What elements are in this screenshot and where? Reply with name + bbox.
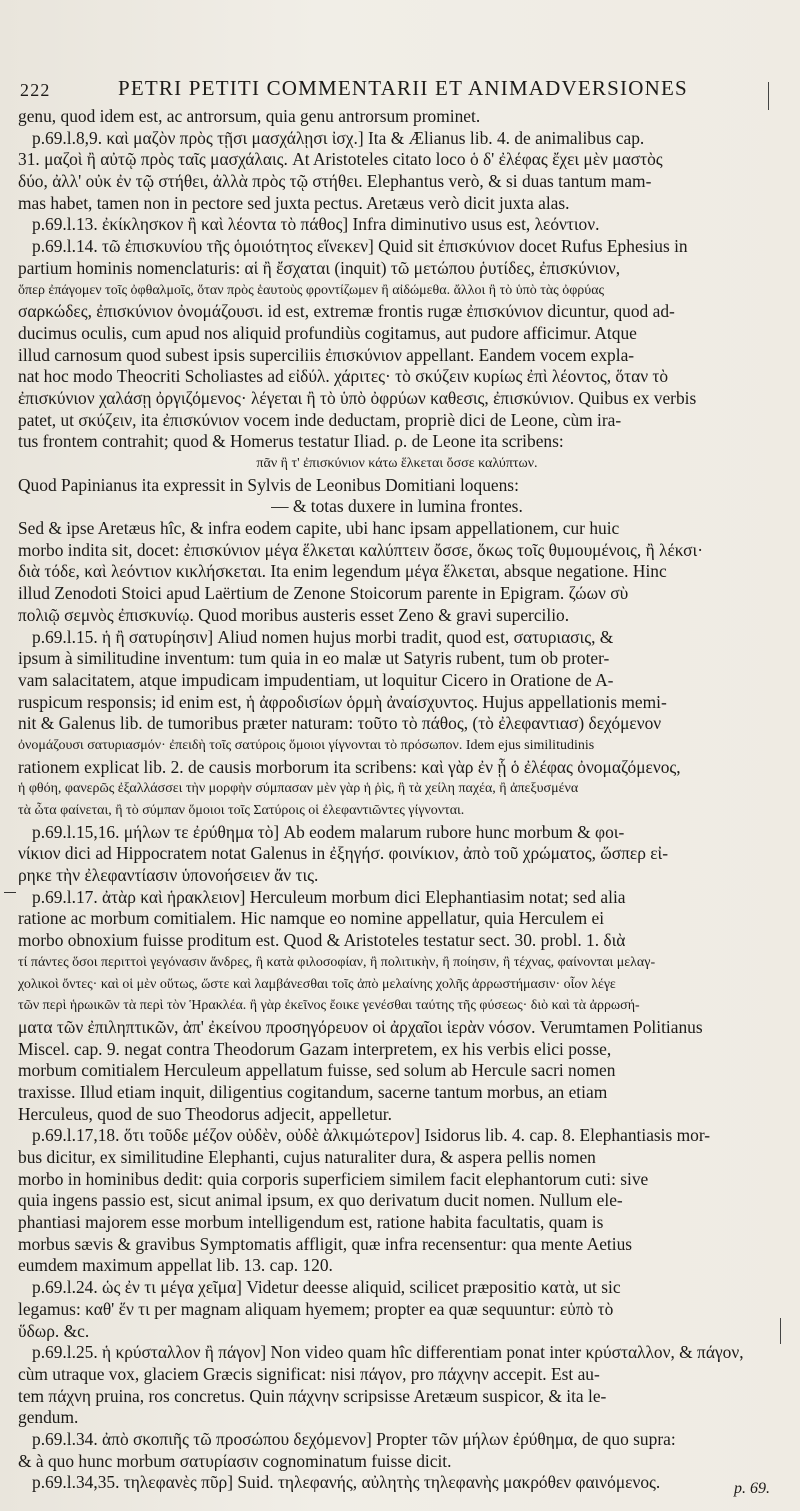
text-line: p.69.l.15,16. μήλων τε ἐρύθημα τὸ] Ab eodem malarum rubore hunc morbum & φοι- — [32, 821, 625, 842]
text-line: τὰ ὦτα φαίνεται, ἢ τὸ σύμπαν ὅμοιοι τοῖς Σατύροις οἱ ἐλεφαντιῶντες γίγνονται. — [18, 803, 465, 818]
text-line: πᾶν ἢ τ' ἐπισκύνιον κάτω ἕλκεται ὄσσε καλύπτων. — [256, 456, 538, 471]
text-line: Quod Papinianus ita expressit in Sylvis de Leonibus Domitiani loquens: — [18, 474, 519, 495]
commentary-body — [18, 106, 776, 1494]
text-line: p.69.l.8,9. καὶ μαζὸν πρὸς τῇσι μασχάλῃσι ἰσχ.] Ita & Ælianus lib. 4. de animalibus cap. — [32, 127, 645, 148]
text-line: 31. μαζοὶ ἢ αὐτῷ πρὸς ταῖς μασχάλαις. At Aristoteles citato loco ὁ δ' ἐλέφας ἔχει μὲν μαστὸς — [18, 149, 663, 170]
text-line: patet, ut σκύζειν, ita ἐπισκύνιον vocem inde deductam, propriè dici de Leone, cùm ira- — [18, 409, 622, 430]
text-line: ducimus oculis, cum apud nos aliquid profundiùs cogitamus, aut pudore afficimur. Atque — [18, 322, 637, 343]
text-line: διὰ τόδε, καὶ λεόντιον κικλήσκεται. Ita enim legendum μέγα ἕλκεται, absque negatione. Hinc — [18, 561, 667, 582]
text-line: phantiasi majorem esse morbum intelligendum est, ratione habita facultatis, quam is — [18, 1212, 604, 1233]
text-line: p.69.l.17,18. ὅτι τοῦδε μέζον οὐδὲν, οὐδὲ ἀλκιμώτερον] Isidorus lib. 4. cap. 8. Elephantiasis mor- — [32, 1125, 711, 1146]
text-line: χολικοὶ ὄντες· καὶ οἱ μὲν οὕτως, ὥστε καὶ λαμβάνεσθαι τοῖς ἀπὸ μελαίνης χολῆς ἀρρωστήμασιν· οἷον λέγε — [18, 976, 616, 992]
text-line: p.69.l.15. ἡ ἢ σατυρίησιν] Aliud nomen hujus morbi tradit, quod est, σατυριασις, & — [32, 626, 614, 647]
text-line: p.69.l.24. ὡς ἐν τι μέγα χεῖμα] Videtur deesse aliquid, scilicet præpositio κατὰ, ut sic — [32, 1277, 621, 1298]
margin-tick — [768, 82, 769, 110]
text-line: ruspicum responsis; id enim est, ἡ ἀφροδισίων ὁρμὴ ἀναίσχυντος. Hujus appellationis memi- — [18, 691, 667, 712]
text-line: morbo obnoxium fuisse proditum est. Quod & Aristoteles testatur sect. 30. probl. 1. διὰ — [18, 930, 626, 951]
text-line: ὀνομάζουσι σατυριασμόν· ἐπειδὴ τοῖς σατύροις ὅμοιοι γίγνονται τὸ πρόσωπον. Idem ejus similitudinis — [18, 737, 595, 753]
text-line: bus dicitur, ex similitudine Elephanti, cujus naturaliter dura, & aspera pellis nomen — [18, 1147, 596, 1167]
text-line: & à quo hunc morbum σατυρίασιν cognominatum fuisse dicit. — [18, 1450, 452, 1471]
text-line: p.69.l.13. ἐκίκλησκον ἢ καὶ λέοντα τὸ πάθος] Infra diminutivo usus est, λεόντιον. — [32, 214, 600, 235]
text-line: mas habet, tamen non in pectore sed juxta pectus. Aretæus verò dicit juxta alas. — [18, 192, 570, 213]
text-line: δύο, ἀλλ' οὐκ ἐν τῷ στήθει, ἀλλὰ πρὸς τῷ στήθει. Elephantus verò, & si duas tantum mam- — [18, 171, 652, 192]
text-line: p.69.l.25. ἡ κρύσταλλον ἢ πάγον] Non video quam hîc differentiam ponat inter κρύσταλλον, & πάγον, — [32, 1342, 744, 1363]
text-line: nat hoc modo Theocriti Scholiastes ad εἰδύλ. χάριτες· τὸ σκύζειν κυρίως ἐπὶ λέοντος, ὅταν τὸ — [18, 366, 669, 387]
text-line: ἐπισκύνιον χαλάσῃ ὀργιζόμενος· λέγεται ἢ τὸ ὑπὸ ὀφρύων καθεσις, ἐπισκύνιον. Quibus ex verbis — [18, 387, 697, 408]
text-line: gendum. — [18, 1407, 79, 1428]
text-line: τί πάντες ὅσοι περιττοὶ γεγόνασιν ἄνδρες, ἢ κατὰ φιλοσοφίαν, ἢ πολιτικὴν, ἢ ποίησιν, ἢ τέχνας, φαίνονται μελαγ- — [18, 954, 656, 970]
text-line: ρηκε τὴν ἐλεφαντίασιν ὑπονοήσειεν ἄν τις. — [18, 865, 319, 886]
text-line: — & totas duxere in lumina frontes. — [271, 496, 523, 517]
text-line: morbum comitialem Herculeum appellatum fuisse, sed solum ab Hercule sacri nomen — [18, 1060, 616, 1081]
text-line: partium hominis nomenclaturis: αἱ ἢ ἔσχαται (inquit) τῶ μετώπου ῥυτίδες, ἐπισκύνιον, — [18, 257, 621, 278]
page-number: 222 — [20, 80, 51, 100]
text-line: p.69.l.14. τῶ ἐπισκυνίου τῆς ὁμοιότητος εἵνεκεν] Quid sit ἐπισκύνιον docet Rufus Ephesius in — [32, 236, 688, 257]
running-header — [20, 76, 776, 106]
text-line: ματα τῶν ἐπιληπτικῶν, ἀπ' ἐκείνου προσηγόρευον οἱ ἀρχαῖοι ἱερὰν νόσον. Verumtamen Politianus — [18, 1016, 703, 1037]
text-line: ὕδωρ. &c. — [18, 1320, 90, 1341]
text-line: eumdem maximum appellat lib. 13. cap. 120. — [18, 1255, 333, 1276]
text-line: traxisse. Illud etiam inquit, diligentius cogitandum, sacerne tantum morbus, an etiam — [18, 1081, 608, 1102]
text-line: Miscel. cap. 9. negat contra Theodorum Gazam interpretem, ex his verbis elici posse, — [18, 1038, 612, 1059]
text-line: vam salacitatem, atque impudicam impudentiam, ut loquitur Cicero in Oratione de A- — [18, 669, 614, 690]
text-line: tus frontem contrahit; quod & Homerus testatur Iliad. ρ. de Leone ita scribens: — [18, 431, 564, 452]
text-line: illud carnosum quod subest ipsis superciliis ἐπισκύνιον appellant. Eandem vocem expla- — [18, 344, 635, 365]
text-line: morbus sævis & gravibus Symptomatis affligit, quæ infra recensentur: qua mente Aetius — [18, 1233, 633, 1254]
text-line: Sed & ipse Aretæus hîc, & infra eodem capite, ubi hanc ipsam appellationem, cur huic — [18, 518, 620, 539]
text-line: πολιῷ σεμνὸς ἐπισκυνίῳ. Quod moribus austeris esset Zeno & gravi supercilio. — [18, 604, 570, 625]
text-line: ἡ φθόη, φανερῶς ἐξαλλάσσει τὴν μορφὴν σύμπασαν μὲν γὰρ ἡ ῥὶς, ἢ τὰ χείλη παχέα, ἢ ἀπεξυσμένα — [18, 781, 579, 797]
text-line: genu, quod idem est, ac antrorsum, quia genu antrorsum prominet. — [18, 106, 481, 126]
running-title: PETRI PETITI COMMENTARII ET ANIMADVERSIONES — [118, 76, 688, 100]
text-line: nit & Galenus lib. de tumoribus præter naturam: τοῦτο τὸ πάθος, (τὸ ἐλεφαντιασ) δεχόμενον — [18, 713, 662, 734]
text-line: p.69.l.34. ἀπὸ σκοπιῆς τῶ προσώπου δεχόμενον] Propter τῶν μήλων ἐρύθημα, de quo supra: — [32, 1428, 676, 1449]
catchword: p. 69. — [734, 1480, 770, 1497]
text-line: illud Zenodoti Stoici apud Laërtium de Zenone Stoicorum parente in Epigram. ζώων σὺ — [18, 583, 629, 604]
text-line: morbo in hominibus dedit: quia corporis superficiem similem facit elephantorum cuti: sive — [18, 1168, 649, 1189]
text-line: σαρκώδες, ἐπισκύνιον ὀνομάζουσι. id est, extremæ frontis rugæ ἐπισκύνιον dicuntur, quod ad- — [18, 301, 675, 322]
text-line: cùm utraque vox, glaciem Græcis significat: nisi πάγον, pro πάχνην accepit. Est au- — [18, 1363, 600, 1384]
margin-mark — [4, 892, 16, 893]
text-line: ratione ac morbum comitialem. Hic namque eo nomine appellatur, quia Herculem ei — [18, 908, 605, 929]
text-line: rationem explicat lib. 2. de causis morborum ita scribens: καὶ γὰρ ἐν ᾗ ὁ ἐλέφας ὀνομαζόμενος, — [18, 756, 681, 777]
text-line: morbo indita sit, docet: ἐπισκύνιον μέγα ἕλκεται καλύπτειν ὄσσε, ὅκως τοῖς θυμουμένοις, ἢ λέκσι· — [18, 539, 704, 560]
text-line: legamus: καθ' ἕν τι per magnam aliquam hyemem; propter ea quæ sequuntur: εὑπὸ τὸ — [18, 1298, 614, 1319]
text-line: p.69.l.17. ἀτὰρ καὶ ἡρακλειον] Herculeum morbum dici Elephantiasim notat; sed alia — [32, 886, 626, 907]
text-line: ὅπερ ἐπάγομεν τοῖς ὀφθαλμοῖς, ὅταν πρὸς ἑαυτοὺς φροντίζωμεν ἢ αἰδώμεθα. ἄλλοι ἢ τὸ ὑπὸ τὰς ὀφρύας — [18, 282, 605, 298]
text-line: quia ingens passio est, sicut animal ipsum, ex quo derivatum ducit nomen. Nullum ele- — [18, 1190, 623, 1211]
text-line: τῶν περὶ ἡρωικῶν τὰ περὶ τὸν Ἡρακλέα. ἢ γὰρ ἐκεῖνος ἔοικε γενέσθαι ταύτης τῆς φύσεως· διὸ καὶ τὰ ἀρρωσή- — [18, 998, 640, 1014]
text-line: tem πάχνη pruina, ros concretus. Quin πάχνην scripsisse Aretæum suspicor, & ita le- — [18, 1385, 607, 1406]
text-line: ipsum à similitudine inventum: tum quia in eo malæ ut Satyris rubent, tum ob proter- — [18, 648, 610, 669]
margin-tick — [780, 1318, 781, 1344]
text-line: νίκιον dici ad Hippocratem notat Galenus in ἐξηγήσ. φοινίκιον, ἀπὸ τοῦ χρώματος, ὥσπερ εἰ- — [18, 843, 669, 864]
text-line: Herculeus, quod de suo Theodorus adjecit, appelletur. — [18, 1103, 392, 1124]
text-line: p.69.l.34,35. τηλεφανὲς πῦρ] Suid. τηλεφανής, αὐλητὴς τηλεφανὴς μακρόθεν φαινόμενος. — [32, 1472, 661, 1493]
